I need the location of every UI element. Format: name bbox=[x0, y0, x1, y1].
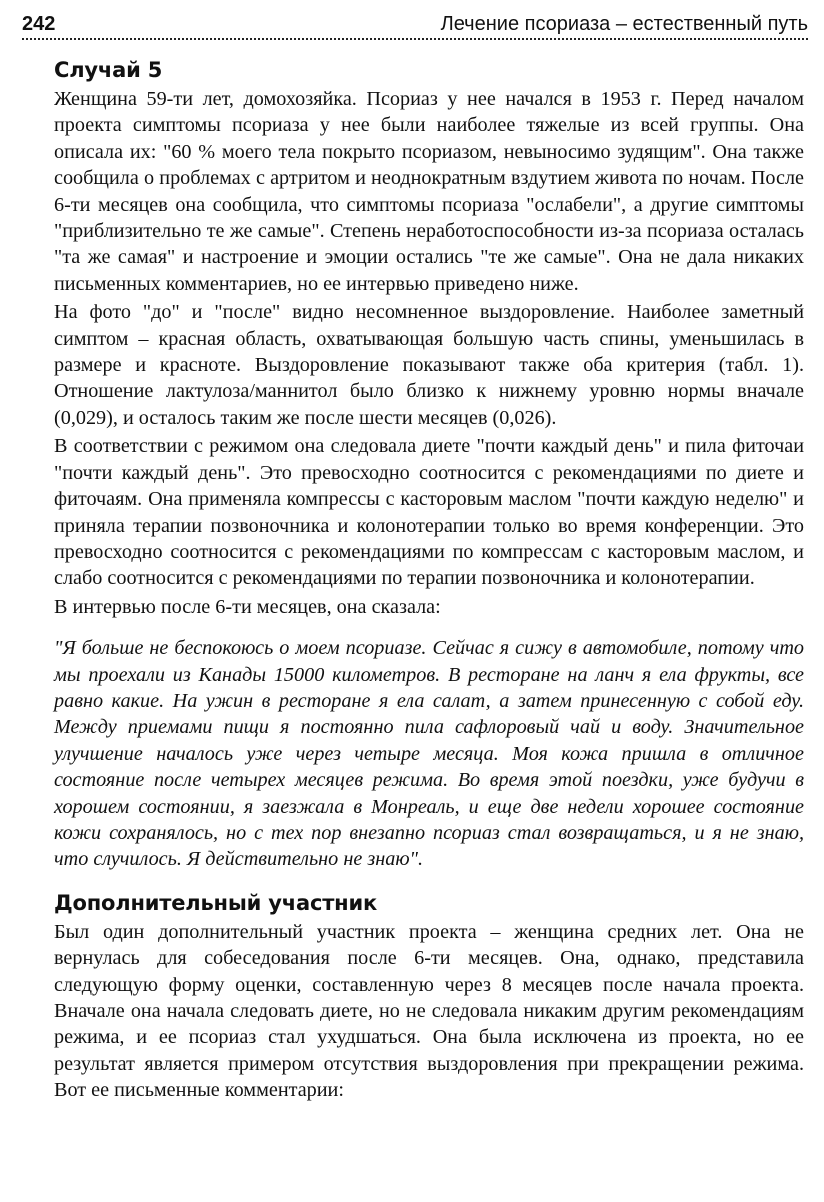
book-title: Лечение псориаза – естественный путь bbox=[440, 13, 808, 35]
additional-participant-paragraph: Был один дополнительный участник проекта – женщина средних лет. Она не вернулась для собеседования после 6-ти месяцев. Она, однако, представила следующую форму оценки, составленную через 8 месяцев после начала проекта. Вначале она начала следовать диете, но не следовала никаким другим рекомендациям режима, и ее псориаз стал ухудшаться. Она была исключена из проекта, но ее результат является примером отсутствия выздоровления при прекращении режима. Вот ее письменные комментарии: bbox=[54, 920, 804, 1102]
running-header bbox=[22, 8, 808, 40]
case5-paragraph-4: В интервью после 6-ти месяцев, она сказала: bbox=[54, 595, 441, 618]
additional-participant-heading: Дополнительный участник bbox=[54, 890, 378, 915]
case5-paragraph-3: В соответствии с режимом она следовала диете "почти каждый день" и пила фиточаи "почти каждый день". Это превосходно соотносится с рекомендациями по диете и фиточаям. Она применяла компрессы с касторовым маслом "почти каждую неделю" и приняла терапии позвоночника и колонотерапии только во время конференции. Это превосходно соотносится с рекомендациями по компрессам с касторовым маслом, и слабо соотносится с рекомендациями по терапии позвоночника и колонотерапии. bbox=[54, 435, 804, 590]
case5-heading: Случай 5 bbox=[54, 58, 163, 82]
page-content bbox=[54, 58, 804, 1104]
case5-paragraph-1: Женщина 59-ти лет, домохозяйка. Псориаз у нее начался в 1953 г. Перед началом проекта симптомы псориаза у нее были наиболее тяжелые из всей группы. Она описала их: "60 % моего тела покрыто псориазом, невыносимо зудящим". Она также сообщила о проблемах с артритом и неоднократным вздутием живота по ночам. После 6-ти месяцев она сообщила, что симптомы псориаза "ослабели", а другие симптомы "приблизительно те же самые". Степень неработоспособности из-за псориаза осталась "та же самая" и настроение и эмоции остались "те же самые". Она не дала никаких письменных комментариев, но ее интервью приведено ниже. bbox=[54, 88, 804, 295]
case5-paragraph-2: На фото "до" и "после" видно несомненное выздоровление. Наиболее заметный симптом – красная область, охватывающая большую часть спины, уменьшилась в размере и красноте. Выздоровление показывают также оба критерия (табл. 1). Отношение лактулоза/маннитол было близко к нижнему уровню нормы вначале (0,029), и осталось таким же после шести месяцев (0,026). bbox=[54, 301, 804, 429]
page-number: 242 bbox=[22, 13, 56, 35]
interview-quote: "Я больше не беспокоюсь о моем псориазе. Сейчас я сижу в автомобиле, потому что мы проехали из Канады 15000 километров. В ресторане на ланч я ела фрукты, все равно какие. На ужин в ресторане я ела салат, а затем принесенную с собой еду. Между приемами пищи я постоянно пила сафлоровый чай и воду. Значительное улучшение началось уже через четыре месяца. Моя кожа пришла в отличное состояние после четырех месяцев режима. Во время этой поездки, уже будучи в хорошем состоянии, я заезжала в Монреаль, и еще две недели хорошее состояние кожи сохранялось, но с тех пор внезапно псориаз стал возвращаться, и я не знаю, что случилось. Я действительно не знаю". bbox=[54, 637, 804, 871]
